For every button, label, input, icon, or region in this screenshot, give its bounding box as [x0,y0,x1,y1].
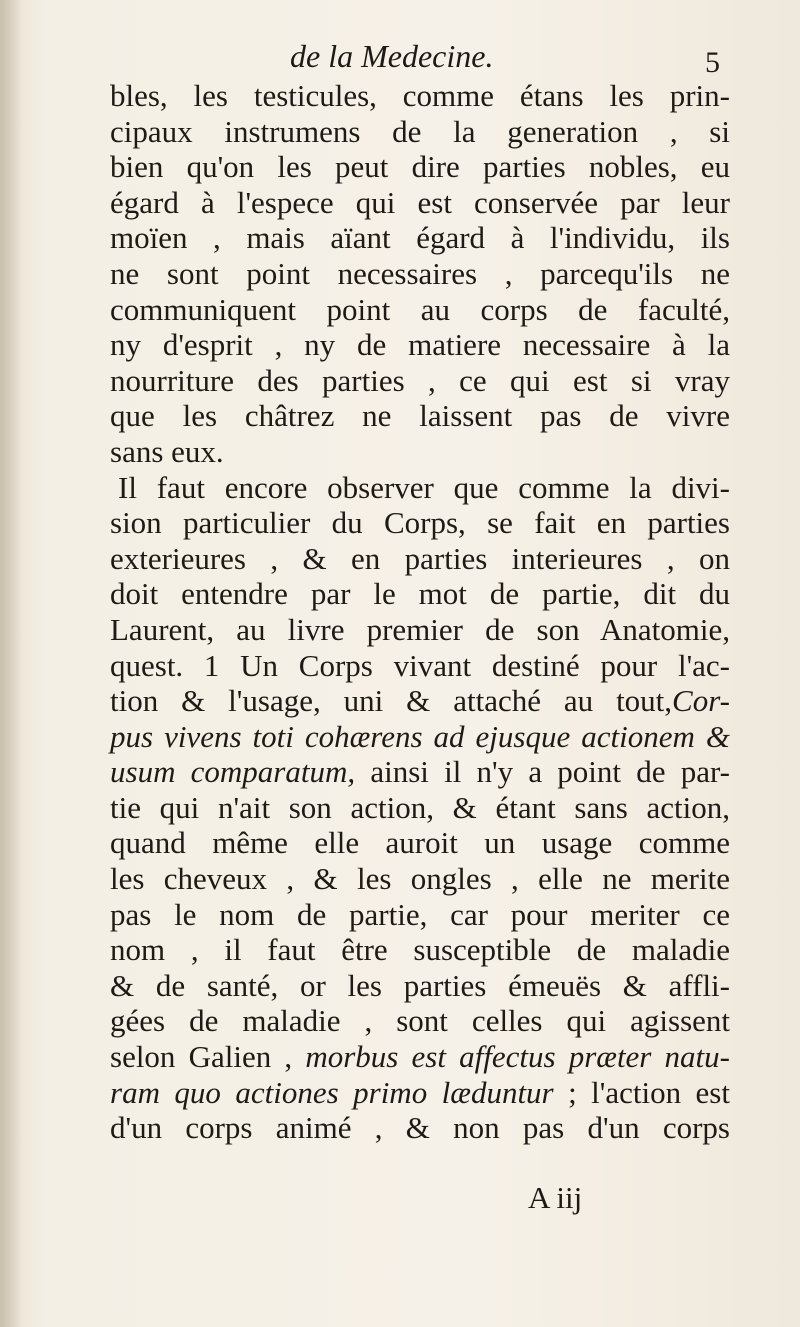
text-line: & de santé, or les parties émeuës & affli- [110,967,730,1003]
text-line: ny d'esprit , ny de matiere necessaire à la [110,327,730,363]
latin-quote: ram quo actiones primo læduntur [110,1074,554,1110]
text-line: Laurent, au livre premier de son Anatomie, [110,611,730,647]
latin-quote: pus vivens toti cohærens ad ejusque actionem & [110,718,730,754]
text-line: exterieures , & en parties interieures , on [110,540,730,576]
text-line: les cheveux , & les ongles , elle ne merite [110,861,730,897]
paragraph-end-line: sans eux. [110,433,224,469]
text-line: que les châtrez ne laissent pas de vivre [110,398,730,434]
text-line: cipaux instrumens de la generation , si [110,113,730,149]
text-line: gées de maladie , sont celles qui agissent [110,1003,730,1039]
text-line: moïen , mais aïant égard à l'individu, ils [110,220,730,256]
text-line: tion & l'usage, uni & attaché au tout,Cor- [110,683,730,719]
text-line: ram quo actiones primo læduntur ; l'action est [110,1074,730,1110]
text-line: nom , il faut être susceptible de maladie [110,932,730,968]
text-line: quand même elle auroit un usage comme [110,825,730,861]
text-line: d'un corps animé , & non pas d'un corps [110,1110,730,1146]
body-text [110,78,730,1146]
text-line: communiquent point au corps de faculté, [110,291,730,327]
text-line: tie qui n'ait son action, & étant sans action, [110,789,730,825]
text-line: égard à l'espece qui est conservée par leur [110,184,730,220]
text-line: quest. 1 Un Corps vivant destiné pour l'ac- [110,647,730,683]
text-line: sion particulier du Corps, se fait en parties [110,505,730,541]
text-line: bien qu'on les peut dire parties nobles, eu [110,149,730,185]
catchword-signature: A iij [528,1180,583,1215]
latin-quote: Cor- [672,683,730,719]
latin-quote: usum comparatum, [110,754,356,790]
paragraph-start-line: Il faut encore observer que comme la divi- [118,469,730,505]
text-line: selon Galien , morbus est affectus præter natu- [110,1039,730,1075]
text-line: doit entendre par le mot de partie, dit du [110,576,730,612]
text-line: usum comparatum, ainsi il n'y a point de par- [110,754,730,790]
text-line: nourriture des parties , ce qui est si vray [110,362,730,398]
text-line: bles, les testicules, comme étans les prin- [110,78,730,113]
text-line: ne sont point necessaires , parcequ'ils ne [110,255,730,291]
page-number: 5 [705,46,720,79]
running-title: de la Medecine. [290,38,494,74]
binding-gutter [0,0,22,1327]
latin-quote: morbus est affectus præter natu- [292,1039,730,1075]
text-line [110,719,730,755]
text-line: pas le nom de partie, car pour meriter ce [110,896,730,932]
